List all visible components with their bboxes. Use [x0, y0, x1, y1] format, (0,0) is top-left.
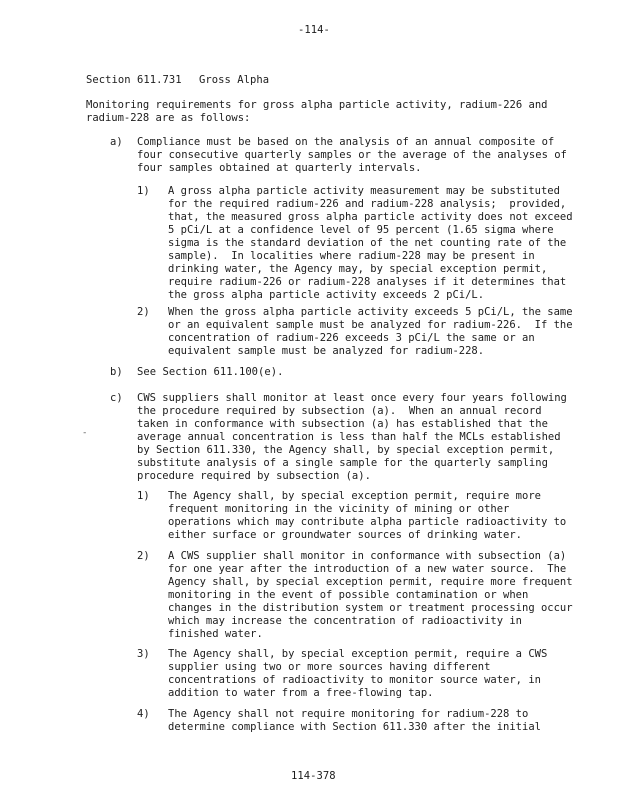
- item-a1-text: [168, 185, 573, 302]
- stray-tick-mark: -: [82, 428, 88, 438]
- text-line: addition to water from a free-flowing tap.: [168, 687, 434, 699]
- text-line: monitoring in the event of possible contamination or when: [168, 589, 529, 601]
- section-title: Gross Alpha: [199, 74, 270, 86]
- text-line: or an equivalent sample must be analyzed for radium-226. If the: [168, 319, 573, 331]
- text-line: determine compliance with Section 611.330 after the initial: [168, 721, 541, 733]
- item-c3-text: [168, 648, 547, 700]
- text-line: finished water.: [168, 628, 263, 640]
- item-c4-label: 4): [137, 708, 150, 720]
- item-c-text: [137, 392, 567, 483]
- text-line: concentration of radium-226 exceeds 3 pCi/L the same or an: [168, 332, 535, 344]
- text-line: The Agency shall, by special exception permit, require more: [168, 490, 541, 502]
- section-number: Section 611.731: [86, 74, 182, 86]
- text-line: operations which may contribute alpha particle radioactivity to: [168, 516, 567, 528]
- text-line: frequent monitoring in the vicinity of mining or other: [168, 503, 510, 515]
- text-line: average annual concentration is less than half the MCLs established: [137, 431, 561, 443]
- text-line: When the gross alpha particle activity exceeds 5 pCi/L, the same: [168, 306, 573, 318]
- intro-paragraph: [86, 99, 547, 125]
- item-c4-text: [168, 708, 541, 734]
- text-line: concentrations of radioactivity to monitor source water, in: [168, 674, 541, 686]
- text-line: taken in conformance with subsection (a) has established that the: [137, 418, 548, 430]
- item-a1-label: 1): [137, 185, 150, 197]
- text-line: which may increase the concentration of radioactivity in: [168, 615, 523, 627]
- text-line: require radium-226 or radium-228 analyses if it determines that: [168, 276, 567, 288]
- text-line: A gross alpha particle activity measurement may be substituted: [168, 185, 560, 197]
- item-b-text: See Section 611.100(e).: [137, 366, 284, 378]
- item-c3-label: 3): [137, 648, 150, 660]
- item-a-text: [137, 136, 567, 175]
- text-line: the gross alpha particle activity exceeds 2 pCi/L.: [168, 289, 485, 301]
- text-line: four samples obtained at quarterly intervals.: [137, 162, 422, 174]
- text-line: Agency shall, by special exception permit, require more frequent: [168, 576, 573, 588]
- text-line: Monitoring requirements for gross alpha particle activity, radium-226 and: [86, 99, 548, 111]
- item-c1-label: 1): [137, 490, 150, 502]
- item-c-label: c): [110, 392, 123, 404]
- text-line: sample). In localities where radium-228 may be present in: [168, 250, 535, 262]
- text-line: supplier using two or more sources having different: [168, 661, 491, 673]
- item-a2-text: [168, 306, 573, 358]
- text-line: four consecutive quarterly samples or the average of the analyses of: [137, 149, 567, 161]
- text-line: procedure required by subsection (a).: [137, 470, 371, 482]
- text-line: for one year after the introduction of a new water source. The: [168, 563, 567, 575]
- text-line: radium-228 are as follows:: [86, 112, 251, 124]
- footer-page-ref: 114-378: [291, 770, 336, 782]
- item-b-label: b): [110, 366, 123, 378]
- item-a2-label: 2): [137, 306, 150, 318]
- item-c1-text: [168, 490, 566, 542]
- text-line: equivalent sample must be analyzed for radium-228.: [168, 345, 485, 357]
- text-line: the procedure required by subsection (a). When an annual record: [137, 405, 542, 417]
- text-line: CWS suppliers shall monitor at least once every four years following: [137, 392, 567, 404]
- text-line: that, the measured gross alpha particle activity does not exceed: [168, 211, 573, 223]
- text-line: changes in the distribution system or treatment processing occur: [168, 602, 573, 614]
- text-line: sigma is the standard deviation of the net counting rate of the: [168, 237, 567, 249]
- text-line: for the required radium-226 and radium-228 analysis; provided,: [168, 198, 567, 210]
- text-line: A CWS supplier shall monitor in conformance with subsection (a): [168, 550, 567, 562]
- item-c2-label: 2): [137, 550, 150, 562]
- text-line: substitute analysis of a single sample for the quarterly sampling: [137, 457, 548, 469]
- text-line: drinking water, the Agency may, by special exception permit,: [168, 263, 548, 275]
- text-line: Compliance must be based on the analysis of an annual composite of: [137, 136, 555, 148]
- text-line: The Agency shall, by special exception permit, require a CWS: [168, 648, 548, 660]
- text-line: The Agency shall not require monitoring for radium-228 to: [168, 708, 529, 720]
- text-line: 5 pCi/L at a confidence level of 95 percent (1.65 sigma where: [168, 224, 554, 236]
- item-c2-text: [168, 550, 573, 641]
- text-line: by Section 611.330, the Agency shall, by special exception permit,: [137, 444, 555, 456]
- page-number: -114-: [298, 24, 330, 36]
- text-line: either surface or groundwater sources of drinking water.: [168, 529, 523, 541]
- item-a-label: a): [110, 136, 123, 148]
